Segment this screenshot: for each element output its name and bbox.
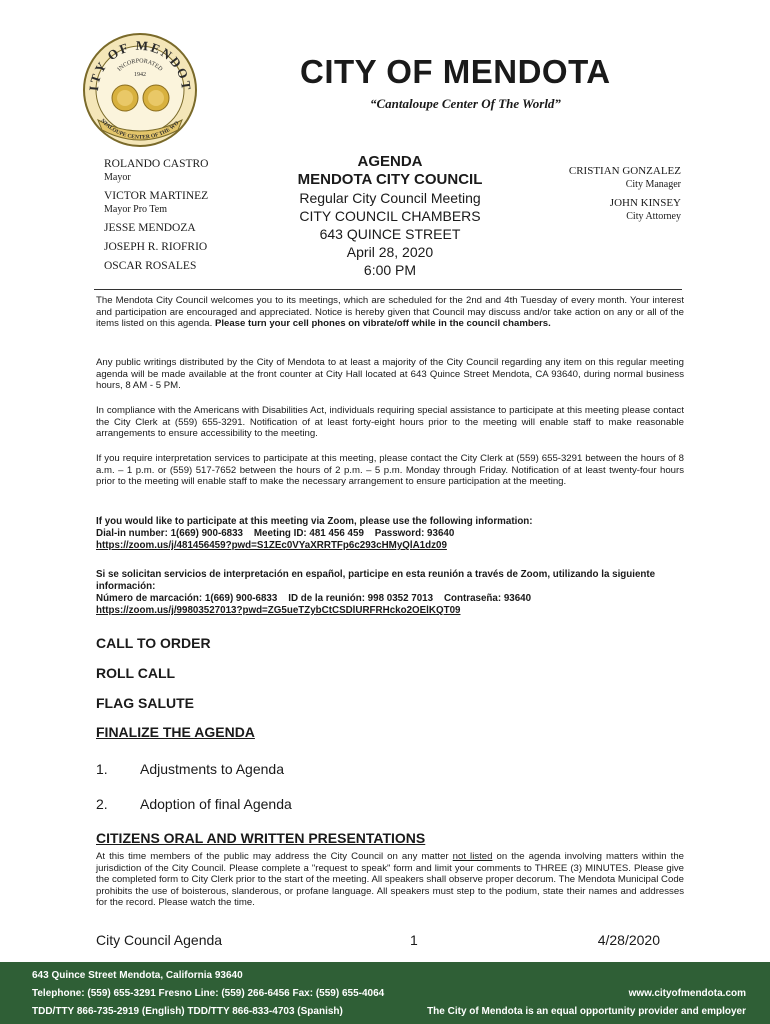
city-staff: CRISTIAN GONZALEZ City Manager JOHN KINSEY City Attorney	[568, 165, 681, 222]
zoom-info-spanish: Si se solicitan servicios de interpretación en español, participe en esta reunión a través de Zoom, utilizando la siguiente información: Número de marcación: 1(669) 900-6833 ID de la reunión: 998 0352 7013 Contraseña: 93640 https://zoom.us/j/99803527013?pwd=ZG5ueTZybCtCSDlURFRHcko2OElKQT09	[96, 569, 686, 617]
welcome-paragraph: The Mendota City Council welcomes you to its meetings, which are scheduled for the 2nd and 4th Tuesday of every month. Your interest and participation are encouraged and appreciated. Notice is hereby given that Council may discuss and/or take action on any or all of the items listed on this agenda. Please turn your cell phones on vibrate/off while in the council chambers.	[96, 295, 684, 330]
address: 643 Quince Street Mendota, California 93640	[32, 970, 243, 981]
footer-date: 4/28/2020	[597, 932, 660, 948]
svg-text:1942: 1942	[134, 72, 146, 78]
city-motto: “Cantaloupe Center Of The World”	[370, 96, 561, 111]
page-number: 1	[410, 932, 418, 948]
contact-bar	[0, 962, 770, 1024]
public-writings-paragraph: Any public writings distributed by the City of Mendota to at least a majority of the City Council regarding any item on this regular meeting agenda will be made available at the front counter at City Hall located at 643 Quince Street Mendota, CA 93640, during normal business hours, 8 AM - 5 PM.	[96, 357, 684, 392]
zoom-info-english: If you would like to participate at this meeting via Zoom, please use the following information: Dial-in number: 1(669) 900-6833 Meeting ID: 481 456 459 Password: 93640 https://zoom.us/j/481456459?pwd=S1ZEc0VYaXRRTFp6c293cHMyQlA1dz09	[96, 516, 696, 552]
agenda-header: AGENDA MENDOTA CITY COUNCIL Regular City Council Meeting CITY COUNCIL CHAMBERS 643 QUINCE STREET April 28, 2020 6:00 PM	[297, 153, 483, 278]
header-divider	[94, 289, 682, 290]
tdd-numbers: TDD/TTY 866-735-2919 (English) TDD/TTY 866-833-4703 (Spanish)	[32, 1006, 343, 1017]
agenda-item: 2. Adoption of final Agenda	[96, 796, 292, 812]
interpretation-paragraph: If you require interpretation services to participate at this meeting, please contact the City Clerk at (559) 655-3291 between the hours of 8 a.m. – 1 p.m. or (559) 517-7652 between the hours of 2 p.m. – 5 p.m. Monday through Friday. Notification of at least twenty-four hours prior to the meeting will enable staff to make the necessary arrangement to ensure participation at the meeting.	[96, 453, 684, 488]
flag-salute-heading: FLAG SALUTE	[96, 695, 194, 711]
seal-top-text: ITY OF MENDOT	[85, 37, 195, 92]
zoom-link-english[interactable]: https://zoom.us/j/481456459?pwd=S1ZEc0VYaXRRTFp6c293cHMyQlA1dz09	[96, 540, 447, 551]
phone-numbers: Telephone: (559) 655-3291 Fresno Line: (559) 266-6456 Fax: (559) 655-4064	[32, 988, 385, 999]
svg-text:CANTALOUPE CENTER OF THE WORLD: NTALOUPE CENTER OF THE WO	[99, 117, 181, 141]
ada-paragraph: In compliance with the Americans with Disabilities Act, individuals requiring special assistance to participate at this meeting please contact the City Clerk at (559) 655-3291. Notification of at least forty-eight hours prior to the meeting will enable staff to make reasonable arrangements to ensure accessibility to the meeting.	[96, 405, 684, 440]
citizens-presentations-text: At this time members of the public may address the City Council on any matter not listed on the agenda involving matters within the jurisdiction of the City Council. Please complete a "request to speak" form and limit your comments to THREE (3) MINUTES. Please give the completed form to City Clerk prior to the start of the meeting. All speakers shall observe proper decorum. The Mendota Municipal Code prohibits the use of boisterous, slanderous, or profane language. All speakers must step to the podium, state their names and addresses for the record. Please watch the time.	[96, 851, 684, 909]
footer-title: City Council Agenda	[96, 932, 223, 948]
citizens-presentations-heading: CITIZENS ORAL AND WRITTEN PRESENTATIONS	[96, 830, 426, 846]
finalize-agenda-heading: FINALIZE THE AGENDA	[96, 724, 255, 740]
city-title: CITY OF MENDOTA	[300, 53, 611, 90]
website-link[interactable]: www.cityofmendota.com	[628, 988, 746, 999]
agenda-item: 1. Adjustments to Agenda	[96, 761, 284, 777]
city-seal	[80, 30, 200, 150]
eeo-statement: The City of Mendota is an equal opportunity provider and employer	[427, 1006, 746, 1017]
call-to-order-heading: CALL TO ORDER	[96, 635, 211, 651]
council-members: ROLANDO CASTRO Mayor VICTOR MARTINEZ Mayor Pro Tem JESSE MENDOZA JOSEPH R. RIOFRIO OSCAR ROSALES	[104, 158, 209, 272]
zoom-link-spanish[interactable]: https://zoom.us/j/99803527013?pwd=ZG5ueTZybCtCSDlURFRHcko2OElKQT09	[96, 605, 461, 616]
svg-text:INCORPORATED: INCORPORATED	[116, 58, 164, 73]
roll-call-heading: ROLL CALL	[96, 665, 176, 681]
